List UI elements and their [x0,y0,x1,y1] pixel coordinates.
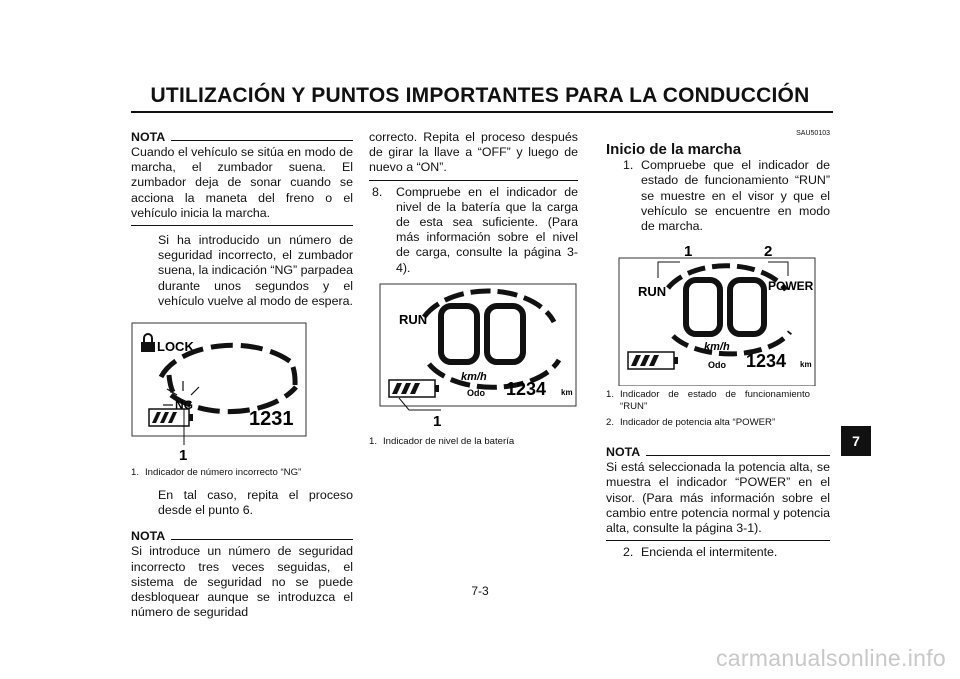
power-label: POWER [768,279,814,294]
section-code: SAU50103 [796,130,830,137]
title-rule [131,111,833,113]
odometer-digits: 1234 [746,351,787,372]
odometer-digits: 1234 [506,378,547,399]
figure-caption: 1. Indicador de número incorrecto “NG” [131,467,302,479]
page-title: UTILIZACIÓN Y PUNTOS IMPORTANTES PARA LA CONDUCCIÓN [150,84,810,107]
callout-1: 1 [433,412,442,430]
column-2 [369,130,578,448]
step-8: 8. Compruebe en el indicador de nivel de la batería que la carga de esta sea suficiente. (Para más información sobre el nivel de carga, consulte la página 3-4). [372,184,578,275]
column-3 [606,126,830,560]
lcd-figure-ng [131,317,353,469]
ng-label: NG [175,398,193,413]
callout-2: 2 [764,243,773,261]
nota-text: Cuando el vehículo se sitúa en modo de marcha, el zumbador suena. El zumbador deja de sonar cuando se acciona la maneta del freno o el vehículo inicia la marcha. [131,145,353,220]
nota-heading: NOTA [131,529,353,544]
step-1: 1. Compruebe que el indicador de estado de funcionamiento “RUN” se muestre en el visor y que el vehículo se encuentre en modo de marcha. [623,158,830,234]
callout-1: 1 [179,447,188,465]
odo-label: Odo [708,360,726,371]
figure-caption: 1. Indicador de nivel de la batería [369,435,515,447]
km-label: km [800,360,812,370]
paragraph: Si ha introducido un número de seguridad incorrecto, el zumbador suena, la indicación “NG” parpadea durante unos segundos y el vehículo vuelve al modo de espera. [158,233,353,308]
lcd-figure-run-power [606,238,830,386]
paragraph: correcto. Repita el proceso después de girar la llave a “OFF” y luego de nuevo a “ON”. [369,130,578,175]
section-heading: Inicio de la marcha [606,141,742,159]
lcd-run-power-diagram [618,238,818,386]
page-number: 7-3 [471,584,489,598]
nota-end-rule [369,180,578,181]
callout-1: 1 [684,243,693,261]
column-1 [131,130,353,620]
nota-heading: NOTA [131,130,353,145]
lock-label: LOCK [157,339,194,355]
step-2: 2. Encienda el intermitente. [623,545,778,560]
nota-end-rule [606,540,830,541]
km-label: km [561,387,573,397]
chapter-tab: 7 [841,426,871,456]
nota-end-rule [131,225,353,226]
kmh-label: km/h [461,370,487,383]
run-label: RUN [399,311,428,327]
watermark: carmanualsonline.info [715,645,946,671]
lcd-ng-diagram [131,317,321,469]
odometer-digits: 1231 [249,408,294,431]
nota-heading: NOTA [606,445,830,460]
figure-caption: 2. Indicador de potencia alta “POWER” [606,417,776,429]
lcd-battery-diagram [379,282,579,432]
paragraph: En tal caso, repita el proceso desde el punto 6. [158,488,353,518]
nota-text: Si está seleccionada la potencia alta, se muestra el indicador “POWER” en el visor. (Para más información sobre el cambio entre potencia normal y potencia alta, consulte la página 3-1). [606,460,830,536]
nota-text: Si introduce un número de seguridad incorrecto tres veces seguidas, el sistema de seguridad no se puede desbloquear aunque se introduzca el número de seguridad [131,544,353,620]
kmh-label: km/h [704,341,730,354]
odo-label: Odo [467,387,485,398]
figure-caption: 1. Indicador de estado de funcionamiento “RUN” [606,389,810,413]
run-label: RUN [638,284,667,300]
lcd-figure-battery [369,282,578,432]
